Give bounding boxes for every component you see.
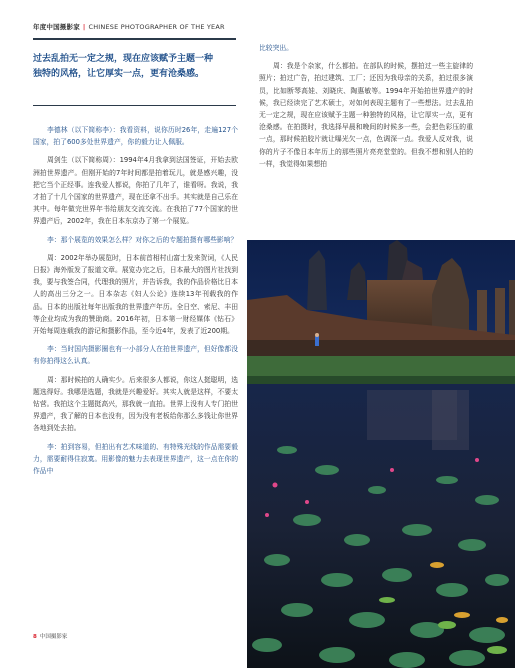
page-footer: [33, 632, 67, 640]
paragraph: 李：当时国内摄影圈也有一小部分人在拍世界遗产，但好像都没有你拍得这么认真。: [33, 345, 238, 366]
pull-quote-rule: [33, 105, 236, 106]
section-title: CHINESE PHOTOGRAPHER OF THE YEAR: [88, 23, 225, 31]
paragraph: 李：那个展览的效果怎么样？对你之后的专题拍摄有哪些影响？: [47, 235, 238, 244]
paragraph: 周：2002年举办展览时，日本前首相村山富士发来贺词，《人民日报》海外版发了报道文章。展览办完之后，日本最大的图片社找到我，要与我签合同，代理我的照片，并告诉我，我的作品价格比日本人的高出三分之一。日本杂志《妇人公论》连续13年刊载我的作品。日本的出版社每年出版我的世界遗产年历。全日空、索尼、丰田等企业均成为我的赞助商。2016年初，日本第一财经媒体《钻石》开始每周连载我的游记和摄影作品，至今近4年，发表了近200期。: [33, 253, 238, 336]
paragraph: 周：那时候拍的人确实少。后来很多人都说，你这人挺聪明，选题选得好。我哪是选题，我就是兴趣爱好。其实人就是这样，不要太钻营。我拍这个主题挺高兴，那我就一直拍。世界上没有人专门拍世界遗产，我了解的日本也没有，因为没有老板给你那么多钱让你世界各地到处去拍。: [33, 375, 238, 433]
header-separator: |: [82, 23, 86, 31]
paragraph: 周剑生（以下简称周）：1994年4月我拿到法国签证，开始去欧洲拍世界遗产。但刚开始的7年时间都是拍着玩儿，就是感兴趣，没把它当个正经事。连我爱人都说，你拍了几年了，谁看呀。我说，我才拍了十几个国家的世界遗产，现在还拿不出手。其实就是自己乐在其中。每年做完世界年书给朋友交流交流。在我拍了77个国家的世界遗产后，2002年，我在日本东京办了第一个展览。: [33, 156, 238, 226]
paragraph: 李：拍到容易，但拍出有艺术味道的、有特殊光线的作品需要毅力，需要耐得住寂寞。用影像的魅力去表现世界遗产，这一点在你的作品中: [33, 442, 238, 476]
top-rule: [33, 38, 236, 40]
magazine-name: 年度中国摄影家: [33, 23, 80, 31]
paragraph: 比较突出。: [259, 44, 293, 52]
right-column: [259, 42, 473, 176]
paragraph: 周：我是个杂家，什么都拍。在部队的时候，摆拍过一些主旋律的照片；拍过广告，拍过建筑、工厂；还因为我母亲的关系，拍过很多演员，比如断琴高娃、刘晓庆、陶惠敏等。1994年开始拍世界遗产的时候，我已经读完了艺术硕士，对如何表现主题有了一些想法。过去乱拍无一定之规，现在应该赋予主题一种独特的风格，让它厚实一点，更有沧桑感。在拍摄时，我选择早晨和晚间的时候多一些，会把色彩压的重一点，那时候拍胶片就让曝光欠一点，色调深一点。我爱人反对我，说你的片子不像日本年历上的那些照片亮亮堂堂的。但我不想和别人拍的一样，我觉得如果想拍: [259, 62, 473, 168]
left-column: [33, 124, 238, 483]
footer-title: 中国摄影家: [39, 634, 68, 640]
page-number: 8: [33, 634, 37, 640]
pull-quote: 过去乱拍无一定之规，现在应该赋予主题一种独特的风格，让它厚实一点，更有沧桑感。: [33, 54, 214, 79]
temple-ruins-photo: [247, 240, 515, 668]
paragraph: 李德林（以下简称李）：我看资料，说你历时26年，走遍127个国家，拍了600多处世界遗产，你的毅力让人佩服。: [33, 126, 238, 147]
running-header: [33, 22, 225, 31]
